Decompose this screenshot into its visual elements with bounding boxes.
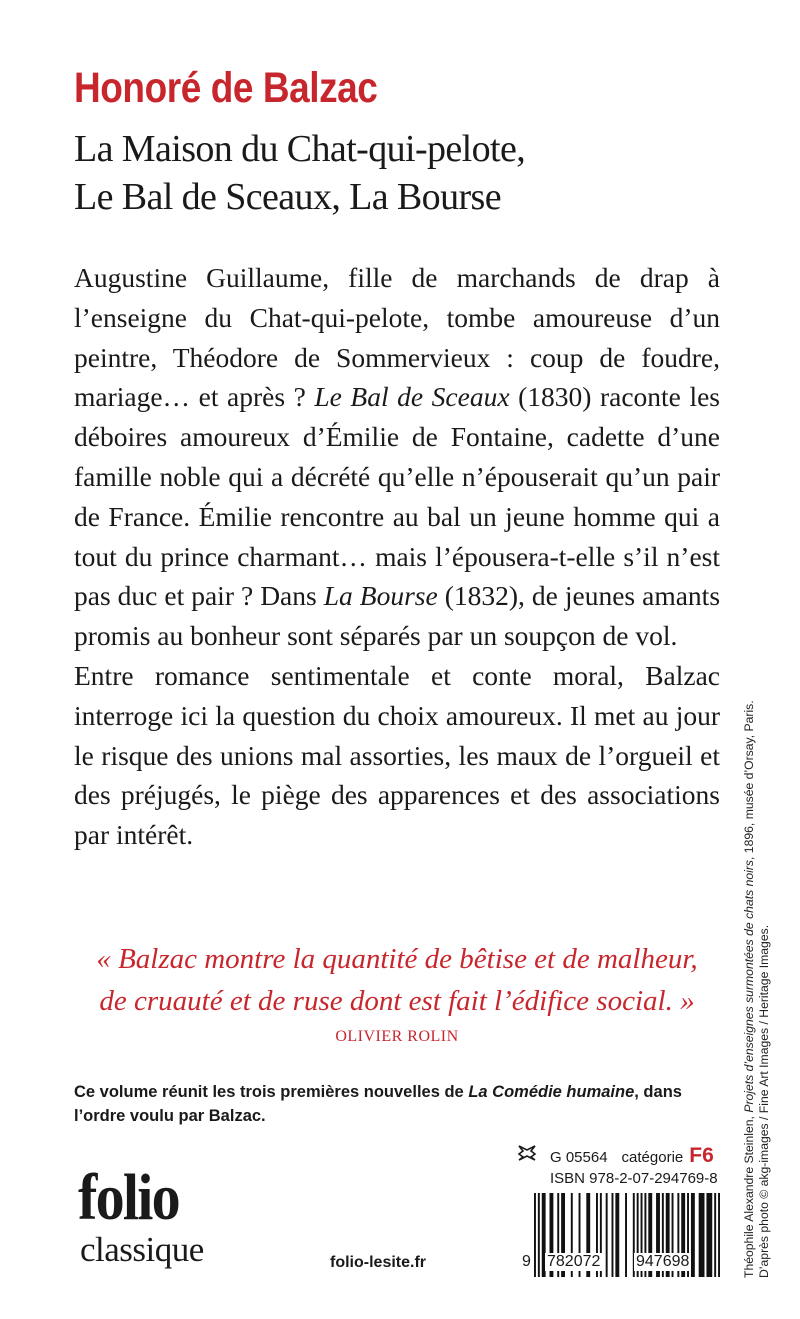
note-text: Ce volume réunit les trois premières nouvelles de	[74, 1083, 469, 1101]
quote-line-1: « Balzac montre la quantité de bêtise et de malheur,	[96, 943, 698, 975]
credit-text: , 1896, musée d’Orsay, Paris.	[742, 700, 756, 860]
barcode-bar	[534, 1193, 536, 1277]
blurb-paragraph-1	[74, 258, 720, 656]
credit-text: Théophile Alexandre Steinlen,	[742, 1112, 756, 1278]
blurb-text: Augustine Guillaume, fille de marchands de drap à l’enseigne du Chat-qui-pelote, tombe amoureuse d’un peintre, Théodore de Sommervieux : coup de foudre, mariage… et après ?	[74, 262, 720, 413]
cover-credit	[742, 658, 772, 1278]
blurb-text: (1830) raconte les déboires amoureux d’Émilie de Fontaine, cadette d’une famille noble qui a décrété qu’elle n’épouserait qu’un pair de France. Émilie rencontre au bal un jeune homme qui a tout du prince charmant… mais l’épousera-t-elle s’il n’est pas duc et pair ? Dans	[74, 381, 720, 612]
credit-work-title: Projets d’enseignes surmontées de chats noirs	[742, 859, 756, 1113]
barcode-bar	[606, 1193, 608, 1277]
collection-note	[74, 1080, 724, 1128]
cat-head-icon	[516, 1144, 538, 1162]
blurb	[74, 258, 720, 855]
barcode-group-2: 947698	[636, 1253, 690, 1270]
quote-author: OLIVIER ROLIN	[335, 1028, 459, 1045]
title-line-1: La Maison du Chat-qui-pelote,	[74, 128, 526, 170]
book-title	[74, 125, 525, 221]
product-code-line	[516, 1144, 714, 1168]
note-work-title: La Comédie humaine	[468, 1083, 635, 1101]
barcode-bar	[706, 1193, 712, 1277]
website-link[interactable]: folio-lesite.fr	[330, 1254, 427, 1271]
product-code: G 05564	[550, 1149, 608, 1166]
pull-quote	[74, 938, 720, 1022]
barcode-bar	[714, 1193, 716, 1277]
collection-logo: classique	[80, 1230, 204, 1269]
credit-line-1	[742, 658, 757, 1278]
barcode-bar	[615, 1193, 619, 1277]
blurb-work-title: La Bourse	[323, 580, 438, 612]
author-name: Honoré de Balzac	[74, 64, 378, 112]
barcode-first-digit: 9	[522, 1253, 531, 1270]
barcode-bar	[625, 1193, 627, 1277]
publisher-logo: folio	[78, 1161, 179, 1234]
quote-line-2: de cruauté et de ruse dont est fait l’édifice social. »	[99, 985, 695, 1017]
isbn: ISBN 978-2-07-294769-8	[550, 1170, 718, 1187]
category-label: catégorie	[621, 1149, 684, 1166]
barcode-bar	[699, 1193, 705, 1277]
barcode-bar	[718, 1193, 720, 1277]
barcode-bar	[691, 1193, 695, 1277]
category-value: F6	[689, 1144, 714, 1167]
blurb-work-title: Le Bal de Sceaux	[314, 381, 510, 413]
note-text: , dans l’ordre voulu par Balzac.	[74, 1083, 682, 1125]
title-line-2: Le Bal de Sceaux, La Bourse	[74, 176, 501, 218]
blurb-text: (1832), de jeunes amants promis au bonheur sont séparés par un soupçon de vol.	[74, 580, 721, 652]
barcode-bar	[612, 1193, 614, 1277]
barcode-bar	[538, 1193, 540, 1277]
blurb-paragraph-2: Entre romance sentimentale et conte moral, Balzac interroge ici la question du choix amoureux. Il met au jour le risque des unions mal assorties, les maux de l’orgueil et des préjugés, le piège des apparences et des associations par intérêt.	[74, 659, 720, 851]
barcode-group-1: 782072	[547, 1253, 601, 1270]
credit-line-2: D’après photo © akg-images / Fine Art Images / Heritage Images.	[757, 924, 771, 1278]
